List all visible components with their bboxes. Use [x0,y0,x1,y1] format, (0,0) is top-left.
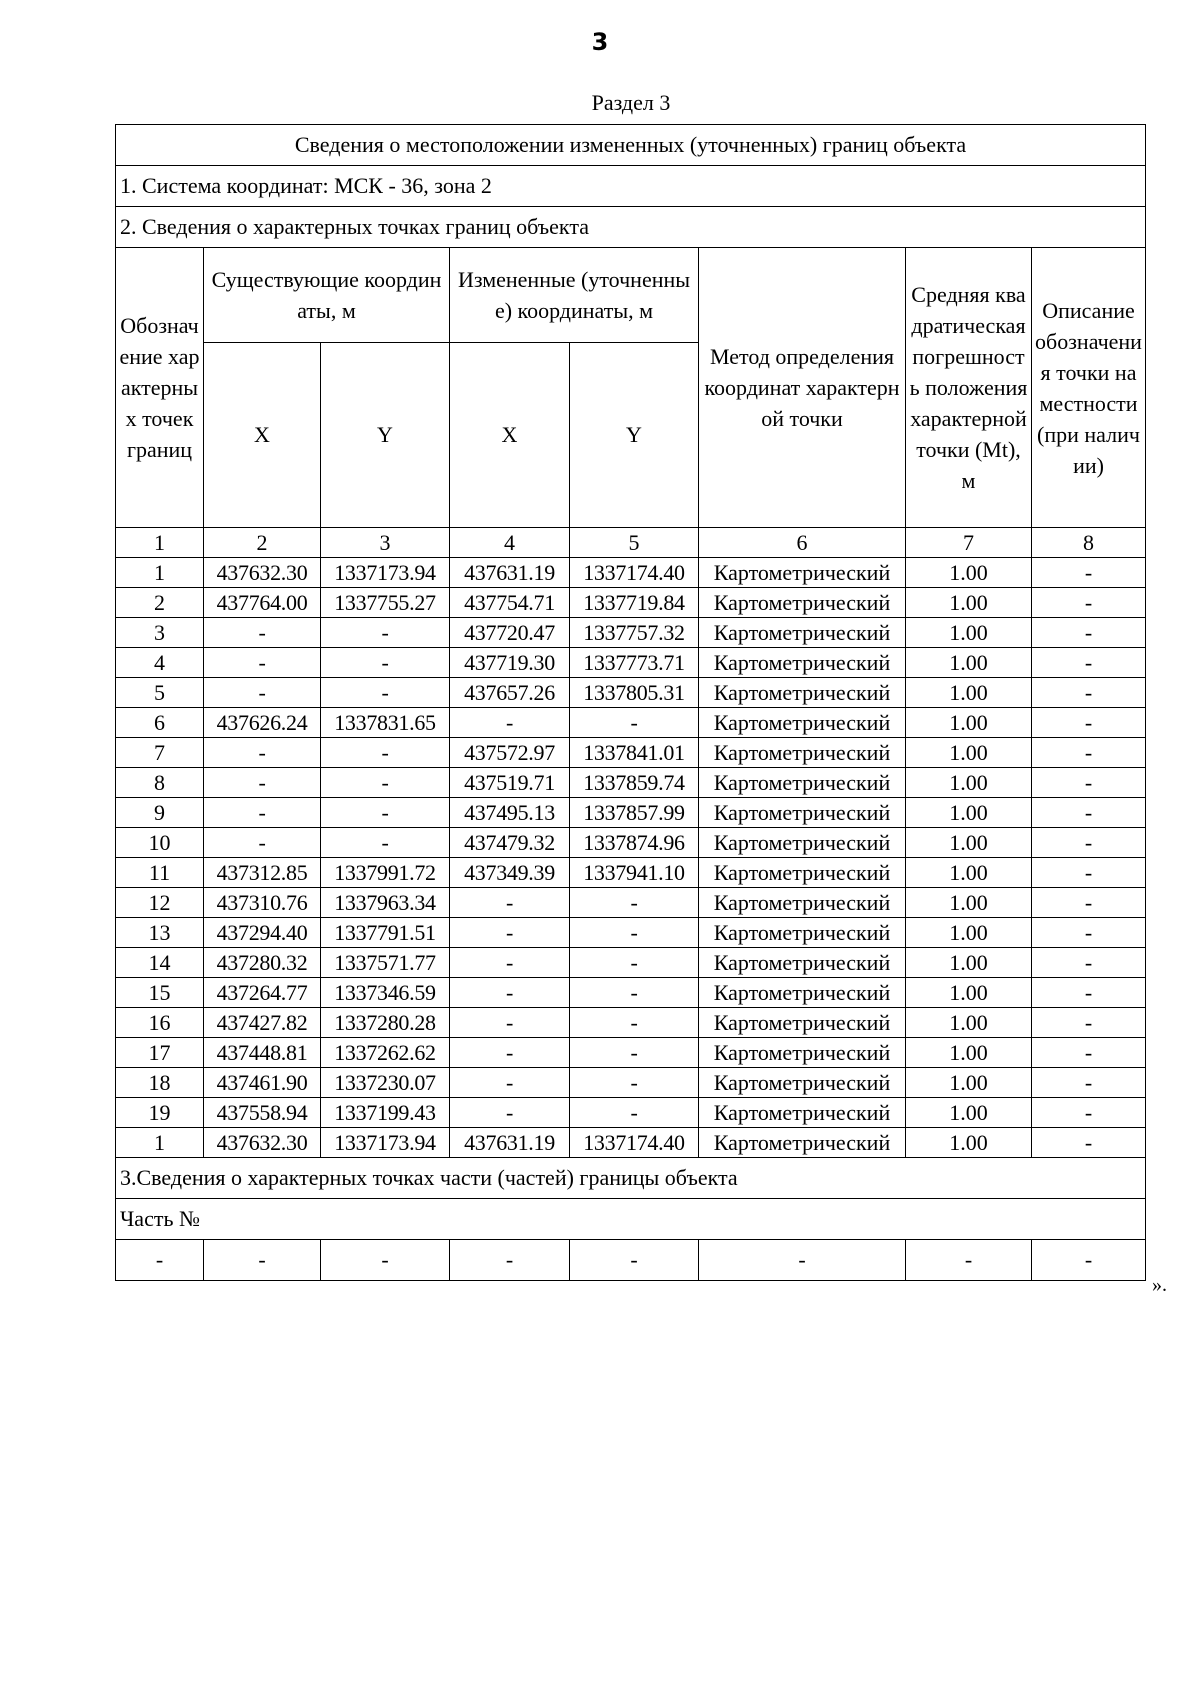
header-changed-coordinates: Измененные (уточненные) координаты, м [450,248,699,343]
cell-existing-y: 1337831.65 [321,708,450,738]
header-method: Метод определения координат характерной точки [699,248,906,528]
cell-description: - [1032,948,1146,978]
cell-existing-y: 1337173.94 [321,558,450,588]
cell-existing-y: - [321,768,450,798]
cell-existing-y: - [321,648,450,678]
cell-method: Картометрический [699,708,906,738]
cell-point-name: 17 [116,1038,204,1068]
cell-existing-y: - [321,738,450,768]
column-number: 2 [204,528,321,558]
cell-point-name: 10 [116,828,204,858]
table-row [116,978,1146,1008]
cell-method: Картометрический [699,588,906,618]
cell-changed-x: 437631.19 [450,1128,570,1158]
part-cell: - [906,1240,1032,1281]
cell-description: - [1032,858,1146,888]
part-cell: - [204,1240,321,1281]
cell-method: Картометрический [699,978,906,1008]
cell-changed-x: - [450,1008,570,1038]
cell-changed-y: - [570,978,699,1008]
header-existing-x: X [204,343,321,528]
cell-method: Картометрический [699,678,906,708]
cell-changed-y: 1337805.31 [570,678,699,708]
cell-changed-y: - [570,918,699,948]
header-changed-x: X [450,343,570,528]
cell-point-name: 9 [116,798,204,828]
column-number: 4 [450,528,570,558]
header-point-name: Обозначение характерных точек границ [116,248,204,528]
cell-changed-y: 1337859.74 [570,768,699,798]
cell-error: 1.00 [906,1128,1032,1158]
cell-error: 1.00 [906,888,1032,918]
table-row [116,648,1146,678]
cell-point-name: 19 [116,1098,204,1128]
cell-error: 1.00 [906,1038,1032,1068]
cell-changed-y: 1337841.01 [570,738,699,768]
cell-point-name: 12 [116,888,204,918]
cell-existing-x: 437632.30 [204,558,321,588]
header-existing-coordinates: Существующие координаты, м [204,248,450,343]
cell-error: 1.00 [906,858,1032,888]
boundary-points-table [115,124,1146,1281]
column-number: 7 [906,528,1032,558]
cell-existing-x: - [204,618,321,648]
column-number: 5 [570,528,699,558]
cell-existing-y: 1337230.07 [321,1068,450,1098]
table-row [116,588,1146,618]
cell-point-name: 15 [116,978,204,1008]
cell-changed-x: - [450,978,570,1008]
table-row [116,1068,1146,1098]
cell-existing-x: - [204,648,321,678]
cell-existing-x: 437764.00 [204,588,321,618]
cell-error: 1.00 [906,978,1032,1008]
cell-description: - [1032,618,1146,648]
cell-description: - [1032,588,1146,618]
cell-existing-x: 437294.40 [204,918,321,948]
cell-existing-y: 1337755.27 [321,588,450,618]
cell-existing-y: 1337991.72 [321,858,450,888]
table-row [116,858,1146,888]
cell-point-name: 18 [116,1068,204,1098]
cell-existing-x: 437448.81 [204,1038,321,1068]
cell-changed-y: 1337719.84 [570,588,699,618]
cell-description: - [1032,678,1146,708]
column-number: 8 [1032,528,1146,558]
cell-changed-y: 1337773.71 [570,648,699,678]
cell-changed-x: 437495.13 [450,798,570,828]
cell-description: - [1032,648,1146,678]
cell-changed-y: 1337757.32 [570,618,699,648]
cell-changed-x: 437519.71 [450,768,570,798]
cell-description: - [1032,1038,1146,1068]
cell-changed-x: 437719.30 [450,648,570,678]
cell-description: - [1032,888,1146,918]
cell-existing-x: 437427.82 [204,1008,321,1038]
cell-point-name: 4 [116,648,204,678]
table-row [116,888,1146,918]
cell-error: 1.00 [906,768,1032,798]
cell-point-name: 5 [116,678,204,708]
cell-error: 1.00 [906,1098,1032,1128]
cell-existing-x: - [204,828,321,858]
table-row [116,1008,1146,1038]
cell-description: - [1032,768,1146,798]
cell-changed-y: 1337174.40 [570,558,699,588]
cell-error: 1.00 [906,918,1032,948]
cell-changed-x: - [450,918,570,948]
cell-existing-x: 437264.77 [204,978,321,1008]
cell-changed-y: - [570,708,699,738]
cell-error: 1.00 [906,738,1032,768]
cell-existing-y: 1337346.59 [321,978,450,1008]
cell-method: Картометрический [699,828,906,858]
cell-point-name: 1 [116,558,204,588]
cell-changed-x: - [450,1038,570,1068]
column-number: 1 [116,528,204,558]
cell-method: Картометрический [699,858,906,888]
cell-changed-x: - [450,708,570,738]
column-number-row [116,528,1146,558]
cell-method: Картометрический [699,618,906,648]
cell-description: - [1032,738,1146,768]
table-row [116,708,1146,738]
cell-error: 1.00 [906,678,1032,708]
table-row [116,798,1146,828]
part-cell: - [450,1240,570,1281]
cell-error: 1.00 [906,1068,1032,1098]
cell-existing-x: - [204,678,321,708]
cell-existing-x: - [204,798,321,828]
cell-method: Картометрический [699,1128,906,1158]
part-label: Часть № [116,1199,1146,1240]
cell-description: - [1032,798,1146,828]
cell-changed-x: - [450,888,570,918]
cell-point-name: 6 [116,708,204,738]
cell-method: Картометрический [699,888,906,918]
cell-description: - [1032,1098,1146,1128]
cell-description: - [1032,558,1146,588]
column-number: 6 [699,528,906,558]
part-cell: - [321,1240,450,1281]
part-cell: - [570,1240,699,1281]
cell-method: Картометрический [699,1038,906,1068]
cell-method: Картометрический [699,558,906,588]
coordinate-system: 1. Система координат: МСК - 36, зона 2 [116,166,1146,207]
cell-method: Картометрический [699,648,906,678]
cell-existing-y: 1337199.43 [321,1098,450,1128]
cell-method: Картометрический [699,768,906,798]
table-row [116,828,1146,858]
cell-changed-x: 437657.26 [450,678,570,708]
cell-existing-y: - [321,798,450,828]
table-row [116,738,1146,768]
cell-existing-x: - [204,738,321,768]
cell-existing-x: 437558.94 [204,1098,321,1128]
cell-description: - [1032,978,1146,1008]
cell-error: 1.00 [906,618,1032,648]
cell-existing-x: 437310.76 [204,888,321,918]
cell-method: Картометрический [699,918,906,948]
cell-error: 1.00 [906,948,1032,978]
table-title: Сведения о местоположении измененных (уточненных) границ объекта [116,125,1146,166]
table-row [116,1128,1146,1158]
part-cell: - [699,1240,906,1281]
cell-error: 1.00 [906,1008,1032,1038]
cell-method: Картометрический [699,1098,906,1128]
cell-changed-x: - [450,1098,570,1128]
page-number: 3 [591,28,609,56]
cell-description: - [1032,918,1146,948]
table-row [116,768,1146,798]
cell-existing-y: - [321,828,450,858]
cell-changed-y: 1337174.40 [570,1128,699,1158]
table-row [116,558,1146,588]
cell-description: - [1032,1008,1146,1038]
cell-point-name: 13 [116,918,204,948]
cell-point-name: 16 [116,1008,204,1038]
cell-changed-x: 437754.71 [450,588,570,618]
cell-error: 1.00 [906,828,1032,858]
cell-method: Картометрический [699,948,906,978]
cell-changed-x: 437572.97 [450,738,570,768]
part-cell: - [116,1240,204,1281]
table-row [116,948,1146,978]
cell-existing-x: 437632.30 [204,1128,321,1158]
cell-changed-y: - [570,1038,699,1068]
cell-method: Картометрический [699,798,906,828]
section-title: Раздел 3 [591,90,671,115]
cell-changed-y: 1337874.96 [570,828,699,858]
header-description: Описание обозначения точки на местности (при наличии) [1032,248,1146,528]
table-row [116,918,1146,948]
cell-existing-x: 437280.32 [204,948,321,978]
points-heading: 2. Сведения о характерных точках границ объекта [116,207,1146,248]
cell-existing-y: 1337173.94 [321,1128,450,1158]
part-cell: - [1032,1240,1146,1281]
parts-heading: 3.Сведения о характерных точках части (частей) границы объекта [116,1158,1146,1199]
header-existing-y: Y [321,343,450,528]
cell-point-name: 3 [116,618,204,648]
cell-existing-y: 1337963.34 [321,888,450,918]
cell-description: - [1032,1128,1146,1158]
cell-changed-x: 437720.47 [450,618,570,648]
header-changed-y: Y [570,343,699,528]
cell-existing-x: - [204,768,321,798]
cell-changed-x: 437479.32 [450,828,570,858]
cell-changed-y: - [570,1098,699,1128]
cell-point-name: 2 [116,588,204,618]
cell-changed-y: - [570,948,699,978]
table-row [116,618,1146,648]
cell-point-name: 11 [116,858,204,888]
cell-changed-y: - [570,1008,699,1038]
cell-description: - [1032,1068,1146,1098]
cell-error: 1.00 [906,798,1032,828]
cell-point-name: 8 [116,768,204,798]
table-row [116,678,1146,708]
cell-existing-y: 1337280.28 [321,1008,450,1038]
cell-description: - [1032,828,1146,858]
closing-quote: ». [1152,1274,1167,1296]
cell-point-name: 14 [116,948,204,978]
cell-error: 1.00 [906,588,1032,618]
cell-changed-y: - [570,888,699,918]
cell-existing-y: - [321,678,450,708]
cell-method: Картометрический [699,1068,906,1098]
cell-changed-x: - [450,1068,570,1098]
table-row [116,1038,1146,1068]
cell-existing-y: 1337262.62 [321,1038,450,1068]
cell-method: Картометрический [699,738,906,768]
cell-existing-y: 1337571.77 [321,948,450,978]
cell-existing-y: 1337791.51 [321,918,450,948]
cell-existing-x: 437461.90 [204,1068,321,1098]
table-row [116,1098,1146,1128]
cell-error: 1.00 [906,708,1032,738]
cell-changed-x: 437631.19 [450,558,570,588]
cell-method: Картометрический [699,1008,906,1038]
cell-error: 1.00 [906,648,1032,678]
cell-existing-x: 437626.24 [204,708,321,738]
header-error: Средняя квадратическая погрешность положения характерной точки (Mt), м [906,248,1032,528]
cell-error: 1.00 [906,558,1032,588]
cell-description: - [1032,708,1146,738]
column-number: 3 [321,528,450,558]
part-row [116,1240,1146,1281]
cell-changed-x: - [450,948,570,978]
cell-existing-y: - [321,618,450,648]
cell-changed-y: 1337857.99 [570,798,699,828]
cell-point-name: 7 [116,738,204,768]
cell-point-name: 1 [116,1128,204,1158]
cell-existing-x: 437312.85 [204,858,321,888]
cell-changed-y: 1337941.10 [570,858,699,888]
cell-changed-x: 437349.39 [450,858,570,888]
cell-changed-y: - [570,1068,699,1098]
